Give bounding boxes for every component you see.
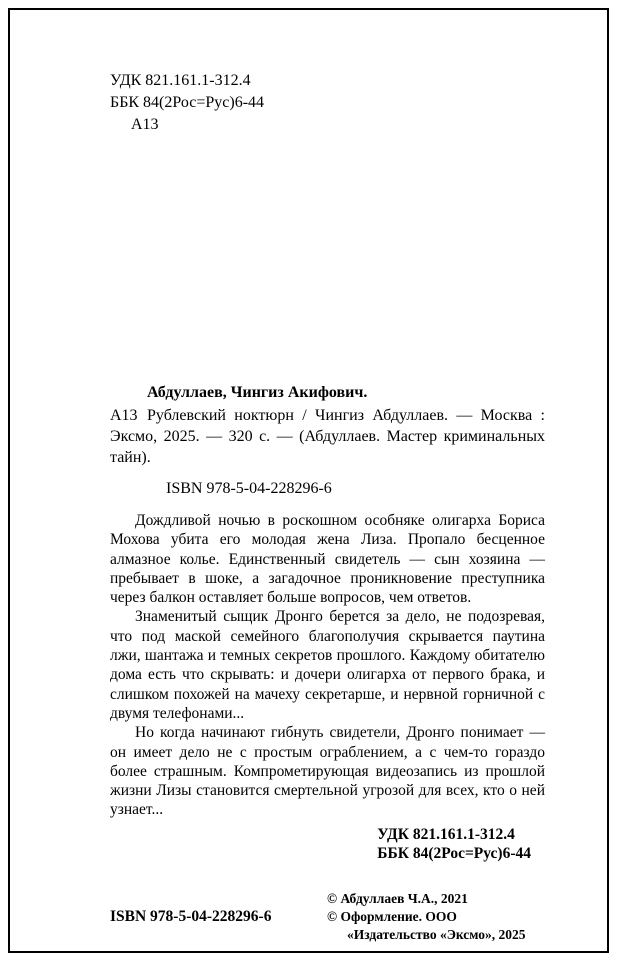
isbn-bottom: ISBN 978-5-04-228296-6 [110,907,272,925]
author-sign-top: А13 [131,116,159,133]
copyright-publisher: © Оформление. ООО «Издательство «Эксмо», 2025 [327,908,526,942]
author-sign-entry: А13 [110,407,138,424]
footer [110,890,545,944]
catalog-entry [110,405,545,468]
copyright-block [327,890,545,944]
udk-bottom: УДК 821.161.1-312.4 [377,825,515,843]
annotation-paragraph: Знаменитый сыщик Дронго берется за дело, не подозревая, что под маской семейного благополучия скрывается паутина лжи, шантажа и темных секретов прошлого. Каждому обитателю дома есть что скрывать: и дочери олигарха от первого брака, и слишком похожей на мачеху секретарше, и нервной горничной с двумя телефонами... [110,608,545,722]
bbk-bottom: ББК 84(2Рос=Рус)6-44 [377,845,531,863]
copyright-author: © Абдуллаев Ч.А., 2021 [327,890,468,906]
bbk-top: ББК 84(2Рос=Рус)6-44 [110,94,265,111]
udk-top: УДК 821.161.1-312.4 [110,72,251,89]
author-heading: Абдуллаев, Чингиз Акифович. [147,384,368,401]
isbn-top: ISBN 978-5-04-228296-6 [166,480,332,497]
catalog-entry-text: Рублевский ноктюрн / Чингиз Абдуллаев. — Москва : Эксмо, 2025. — 320 с. — (Абдуллаев. Мастер криминальных тайн). [110,407,545,466]
annotation-paragraph: Дождливой ночью в роскошном особняке олигарха Бориса Мохова убита его молодая жена Лиза. Пропало бесценное алмазное колье. Единственный свидетель — сын хозяина — пребывает в шоке, а загадочное проникновение преступника через балкон оставляет больше вопросов, чем ответов. [110,512,545,607]
classification-block-bottom [377,825,531,864]
annotation-paragraph: Но когда начинают гибнуть свидетели, Дронго понимает — он имеет дело не с простым ограблением, а с чем-то гораздо более страшным. Компрометирующая видеозапись из прошлой жизни Лизы становится смертельной угрозой для всех, кто о ней узнает... [110,724,545,819]
classification-block-top [110,70,545,136]
